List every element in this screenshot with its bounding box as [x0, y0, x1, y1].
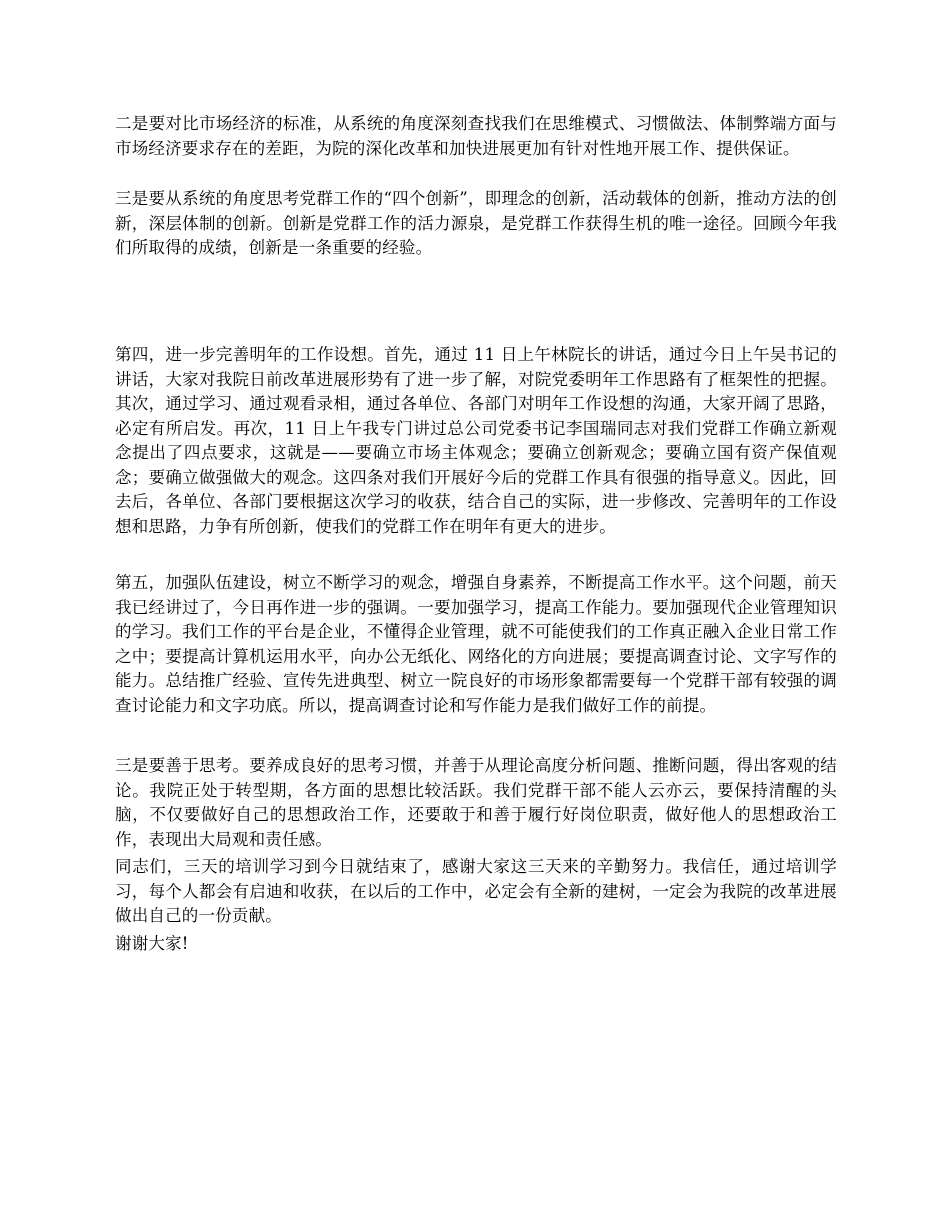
paragraph-comparison-market-economy: 二是要对比市场经济的标准，从系统的角度深刻查找我们在思维模式、习惯做法、体制弊端方面与市场经济要求存在的差距，为院的深化改革和加快进展更加有针对性地开展工作、提供保证。 [115, 114, 837, 158]
paragraph-four-innovations: 三是要从系统的角度思考党群工作的“四个创新”，即理念的创新，活动载体的创新，推动方法的创新，深层体制的创新。创新是党群工作的活力源泉，是党群工作获得生机的唯一途径。回顾今年我们所取得的成绩，创新是一条重要的经验。 [115, 189, 837, 257]
paragraph-fourth-work-plans: 第四，进一步完善明年的工作设想。首先，通过 11 日上午林院长的讲话，通过今日上午吴书记的讲话，大家对我院日前改革进展形势有了进一步了解，对院党委明年工作思路有了框架性的把握。其次，通过学习、通过观看录相，通过各单位、各部门对明年工作设想的沟通，大家开阔了思路，必定有所启发。再次，11 日上午我专门讲过总公司党委书记李国瑞同志对我们党群工作确立新观念提出了四点要求，这就是——要确立市场主体观念；要确立创新观念；要确立国有资产保值观念；要确立做强做大的观念。这四条对我们开展好今后的党群工作具有很强的指导意义。因此，回去后，各单位、各部门要根据这次学习的收获，结合自己的实际，进一步修改、完善明年的工作设想和思路，力争有所创新，使我们的党群工作在明年有更大的进步。 [115, 345, 837, 536]
paragraph-closing-remarks: 同志们，三天的培训学习到今日就结束了，感谢大家这三天来的辛勤努力。我信任，通过培训学习，每个人都会有启迪和收获，在以后的工作中，必定会有全新的建树，一定会为我院的改革进展做出自己的一份贡献。 [115, 857, 837, 925]
paragraph-fifth-team-building: 第五，加强队伍建设，树立不断学习的观念，增强自身素养，不断提高工作水平。这个问题，前天我已经讲过了，今日再作进一步的强调。一要加强学习，提高工作能力。要加强现代企业管理知识的学习。我们工作的平台是企业，不懂得企业管理，就不可能使我们的工作真正融入企业日常工作之中；要提高计算机运用水平，向办公无纸化、网络化的方向进展；要提高调查讨论、文字写作的能力。总结推广经验、宣传先进典型、树立一院良好的市场形象都需要每一个党群干部有较强的调查讨论能力和文字功底。所以，提高调查讨论和写作能力是我们做好工作的前提。 [115, 573, 837, 715]
paragraph-good-at-thinking: 三是要善于思考。要养成良好的思考习惯，并善于从理论高度分析问题、推断问题，得出客观的结论。我院正处于转型期，各方面的思想比较活跃。我们党群干部不能人云亦云，要保持清醒的头脑，不仅要做好自己的思想政治工作，还要敢于和善于履行好岗位职责，做好他人的思想政治工作，表现出大局观和责任感。 [115, 756, 837, 849]
paragraph-thanks: 谢谢大家! [115, 934, 189, 953]
